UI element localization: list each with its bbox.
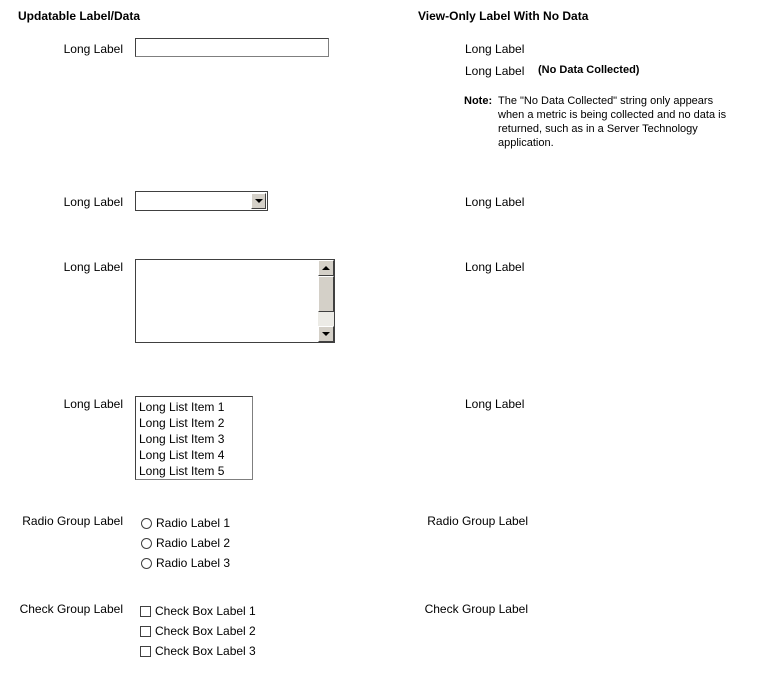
view-only-nodata-label: Long Label — [465, 64, 525, 78]
chevron-down-icon — [255, 199, 263, 203]
checkbox-option[interactable] — [140, 644, 256, 658]
view-only-radio-group-label: Radio Group Label — [427, 514, 528, 528]
checkbox-option[interactable] — [140, 604, 256, 618]
arrow-down-icon — [322, 332, 330, 336]
listbox-label: Long Label — [63, 397, 123, 411]
note-line: returned, such as in a Server Technology — [498, 123, 698, 135]
no-data-collected-value: (No Data Collected) — [538, 64, 640, 76]
dropdown-label: Long Label — [63, 195, 123, 209]
radio-button-icon[interactable] — [141, 538, 152, 549]
checkbox-option-label: Check Box Label 2 — [155, 624, 256, 638]
view-only-textarea-label: Long Label — [465, 260, 525, 274]
view-only-column-header: View-Only Label With No Data — [418, 9, 589, 23]
textarea-scrollbar[interactable] — [318, 260, 334, 342]
check-group-label: Check Group Label — [19, 602, 123, 616]
textarea-label: Long Label — [63, 260, 123, 274]
updatable-column-header: Updatable Label/Data — [18, 9, 141, 23]
view-only-text-label: Long Label — [465, 42, 525, 56]
radio-option[interactable] — [141, 556, 230, 570]
text-input-field[interactable] — [135, 38, 329, 57]
text-input-label: Long Label — [63, 42, 123, 56]
checkbox-option-label: Check Box Label 3 — [155, 644, 256, 658]
radio-option[interactable] — [141, 516, 230, 530]
note-prefix: Note: — [464, 95, 493, 107]
listbox[interactable] — [135, 396, 253, 480]
scroll-thumb[interactable] — [318, 276, 334, 312]
radio-group-label: Radio Group Label — [22, 514, 123, 528]
view-only-check-group-label: Check Group Label — [424, 602, 528, 616]
textarea-field[interactable] — [135, 259, 335, 343]
note-line: The "No Data Collected" string only appears — [498, 95, 714, 107]
scroll-up-button[interactable] — [318, 260, 334, 276]
note-line: application. — [498, 137, 554, 149]
list-item[interactable]: Long List Item 1 — [139, 400, 225, 414]
view-only-dropdown-label: Long Label — [465, 195, 525, 209]
list-item[interactable]: Long List Item 5 — [139, 464, 225, 478]
radio-option-label: Radio Label 1 — [156, 516, 231, 530]
arrow-up-icon — [322, 266, 330, 270]
checkbox-option[interactable] — [140, 624, 256, 638]
dropdown-select[interactable] — [135, 191, 268, 211]
list-item[interactable]: Long List Item 4 — [139, 448, 225, 462]
dropdown-button[interactable] — [251, 193, 266, 209]
note-line: when a metric is being collected and no data is — [498, 109, 727, 121]
radio-button-icon[interactable] — [141, 518, 152, 529]
checkbox-option-label: Check Box Label 1 — [155, 604, 256, 618]
checkbox-icon[interactable] — [140, 606, 151, 617]
scroll-down-button[interactable] — [318, 326, 334, 342]
list-item[interactable]: Long List Item 3 — [139, 432, 225, 446]
radio-option-label: Radio Label 3 — [156, 556, 231, 570]
radio-option[interactable] — [141, 536, 230, 550]
note-text — [498, 94, 758, 150]
checkbox-icon[interactable] — [140, 626, 151, 637]
radio-option-label: Radio Label 2 — [156, 536, 231, 550]
list-item[interactable]: Long List Item 2 — [139, 416, 225, 430]
checkbox-icon[interactable] — [140, 646, 151, 657]
view-only-listbox-label: Long Label — [465, 397, 525, 411]
radio-button-icon[interactable] — [141, 558, 152, 569]
